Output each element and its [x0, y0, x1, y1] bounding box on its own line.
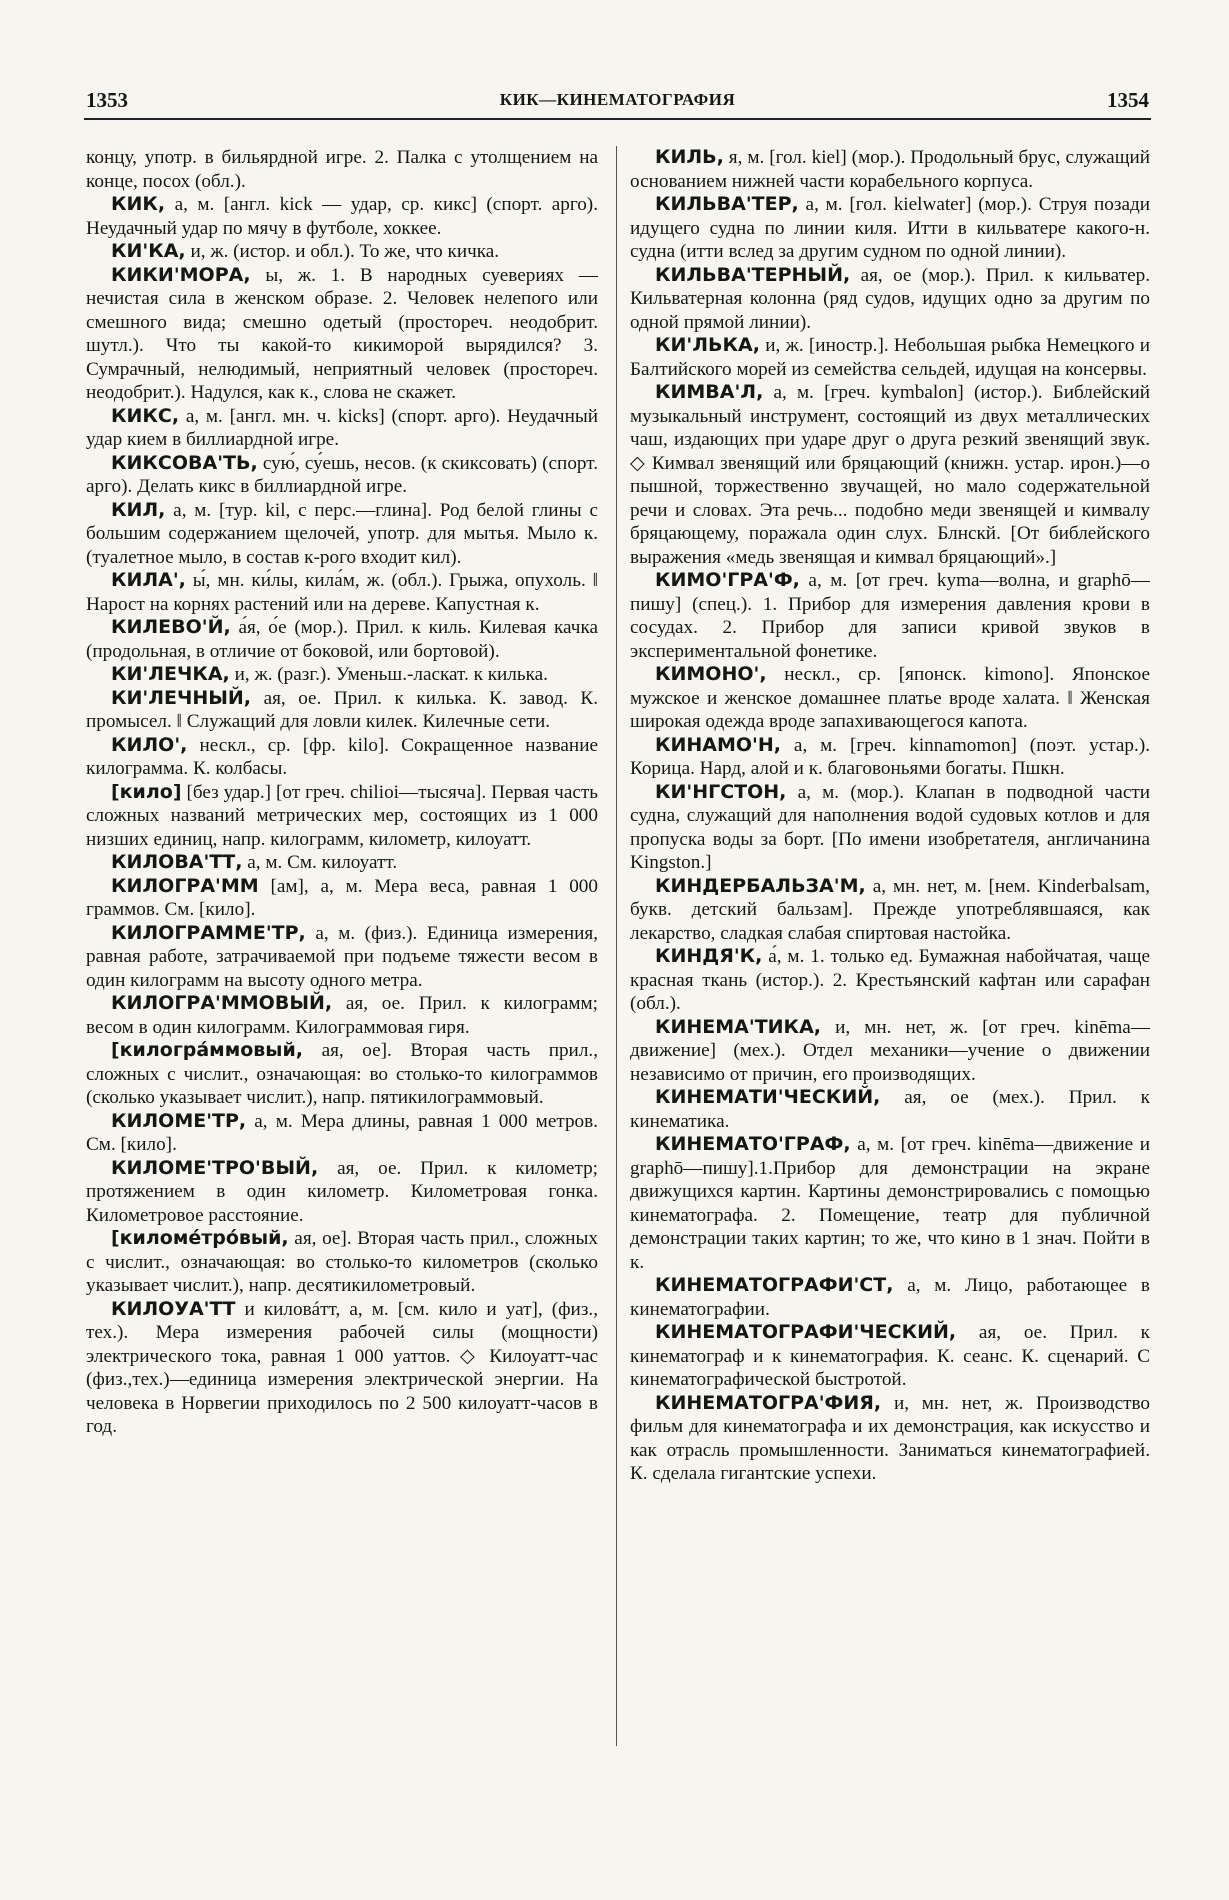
entry-definition: ая, ое]. Вторая часть прил., сложных с числит., означающая: во столько-то килограммов (сколько указывает числит.), напр. пятикилограммовый.	[86, 1040, 598, 1108]
page-header	[86, 88, 1149, 116]
entry-definition: ая, ое]. Вторая часть прил., сложных с числит., означающая: во столько-то километров (сколько указывает числит.), напр. десятикилометровый.	[86, 1228, 598, 1296]
dictionary-entry	[630, 1016, 1150, 1087]
entry-definition: и, ж. (разг.). Уменьш.-ласкат. к килька.	[234, 664, 548, 685]
dictionary-entry	[86, 922, 598, 993]
entry-headword: КИЛОГРАММЕ'ТР,	[110, 921, 306, 944]
entry-headword: КИКС,	[110, 404, 180, 427]
entry-definition: а́я, о́е (мор.). Прил. к киль. Килевая качка (продольная, в отличие от боковой, или бортовой).	[86, 617, 598, 662]
dictionary-entry	[630, 875, 1150, 946]
dictionary-entry	[86, 452, 598, 499]
entry-definition: ая, ое. Прил. к кинематограф и к кинематография. К. сеанс. К. сценарий. С кинематографической быстротой.	[630, 1322, 1150, 1390]
entry-headword: КИЛОМЕ'ТР,	[110, 1109, 247, 1132]
dictionary-entry	[630, 1086, 1150, 1133]
entry-definition: и, мн. нет, ж. Производство фильм для кинематографа и их демонстрация, как искусство и как отрасль промышленности. Заниматься кинематографией. К. сделала гигантские успехи.	[630, 1392, 1150, 1484]
entry-definition: нескл., ср. [фр. kilo]. Сокращенное название килограмма. К. колбасы.	[86, 734, 598, 779]
dictionary-entry	[86, 851, 598, 875]
entry-headword: КИЛОУА'ТТ	[110, 1297, 236, 1320]
entry-headword: КИК,	[110, 193, 166, 215]
dictionary-entry	[630, 381, 1150, 569]
page-number-right: 1354	[1107, 88, 1149, 112]
entry-headword: КИМОНО',	[654, 663, 767, 685]
entry-definition: и, мн. нет, ж. [от греч. kinēma—движение] (мех.). Отдел механики—учение о движении независимо от причин, его производящих.	[630, 1016, 1150, 1085]
entry-headword: КИЛО',	[110, 733, 188, 756]
entry-definition: [без удар.] [от греч. chilioi—тысяча]. Первая часть сложных названий метрических мер, состоящих из 1 000 низших единиц, напр. килограмм, километр, килоуатт.	[86, 781, 598, 850]
dictionary-entry	[86, 1157, 598, 1228]
dictionary-entry	[86, 734, 598, 781]
entry-headword: КИ'ЛЬКА,	[654, 334, 760, 356]
dictionary-entry	[86, 1298, 598, 1439]
entry-definition: а, м. [англ. kick — удар, ср. кикс] (спорт. арго). Неудачный удар по мячу в футболе, хоккее.	[86, 194, 598, 239]
dictionary-entry	[86, 616, 598, 663]
column-divider	[616, 146, 617, 1746]
dictionary-entry	[630, 334, 1150, 381]
entry-definition: нескл., ср. [японск. kimono]. Японское мужское и женское домашнее платье вроде халата. ‖ Женская широкая одежда вроде запахивающегося капота.	[630, 664, 1150, 732]
entry-definition: а, м. (мор.). Клапан в подводной части судна, служащий для наполнения водой судовых котлов и для пропуска воды за борт. [По имени изобретателя, англичанина Kingston.]	[630, 781, 1150, 873]
entry-headword: КИ'ЛЕЧНЫЙ,	[110, 686, 252, 709]
entry-headword: КИНАМО'Н,	[654, 733, 781, 756]
entry-definition: а́, м. 1. только ед. Бумажная набойчатая, чаще красная ткань (истор.). 2. Крестьянский кафтан или сарафан (обл.).	[630, 946, 1150, 1014]
entry-headword: КИНДЕРБАЛЬЗА'М,	[654, 874, 866, 897]
entry-definition: и, ж. [иностр.]. Небольшая рыбка Немецкого и Балтийского морей из семейства сельдей, идущая на консервы.	[630, 335, 1150, 380]
dictionary-entry	[630, 1133, 1150, 1274]
entry-definition: а, м. [греч. kymbalon] (истор.). Библейский музыкальный инструмент, состоящий из двух металлических чаш, издающих при ударе друг о друга резкий звенящий звук. ◇ Кимвал звенящий или бряцающий (книжн. устар. ирон.)—о пышной, торжественно звучащей, но мало содержательной речи и словах. Эта речь... подобно меди звенящей и кимвалу бряцающему, поражала один слух. Блнскй. [От библейского выражения «медь звенящая и кимвал бряцающий».]	[630, 382, 1150, 568]
dictionary-entry	[86, 1227, 598, 1298]
entry-definition: сую́, су́ешь, несов. (к скиксовать) (спорт. арго). Делать кикс в биллиардной игре.	[86, 452, 598, 497]
entry-headword: КИЛОГРА'ММОВЫЙ,	[110, 992, 333, 1014]
dictionary-entry	[86, 499, 598, 570]
entry-headword: КИЛОМЕ'ТРО'ВЫЙ,	[110, 1156, 319, 1179]
entry-headword: КИКИ'МОРА,	[110, 263, 251, 286]
entry-definition: ая, ое (мор.). Прил. к кильватер. Кильватерная колонна (ряд судов, идущих одно за другим по одной прямой линии).	[630, 264, 1150, 333]
page-number-left: 1353	[86, 88, 128, 112]
dictionary-entry	[630, 734, 1150, 781]
entry-definition: ая, ое. Прил. к километр; протяжением в один километр. Километровая гонка. Километровое расстояние.	[86, 1157, 598, 1226]
header-rule	[84, 118, 1151, 120]
entry-definition: а, м. См. килоуатт.	[247, 852, 398, 873]
entry-definition: а, м. Мера длины, равная 1 000 метров. См. [кило].	[86, 1110, 598, 1155]
entry-headword: КИНЕМАТИ'ЧЕСКИЙ,	[654, 1086, 881, 1108]
dictionary-entry	[86, 1110, 598, 1157]
entry-headword: КИЛА',	[110, 569, 186, 591]
dictionary-entry	[630, 569, 1150, 663]
entry-headword: КИ'НГСТОН,	[654, 780, 787, 803]
running-title: КИК—КИНЕМАТОГРАФИЯ	[499, 90, 736, 109]
entry-definition: а, м. [от греч. kinēma—движение и graphō—пишу].1.Прибор для демонстрации на экране движущихся картин. Картины демонстрировались с помощью кинематографа. 2. Помещение, театр для публичной демонстрации таких картин; то же, что кино в 1 знач. Пойти в к.	[630, 1134, 1150, 1273]
entry-headword: [килогра́ммовый,	[110, 1039, 304, 1061]
dictionary-entry	[86, 146, 598, 193]
dictionary-entry	[86, 405, 598, 452]
entry-headword: КИ'КА,	[110, 240, 186, 262]
dictionary-entry	[630, 264, 1150, 335]
entry-definition: а, мн. нет, м. [нем. Kinderbalsam, букв. детский бальзам]. Прежде употреблявшаяся, как лекарство, сладкая слабая спиртовая настойка.	[630, 875, 1150, 944]
right-column	[630, 146, 1150, 1886]
left-column	[86, 146, 598, 1886]
dictionary-entry	[86, 781, 598, 852]
entry-definition: ы́, мн. ки́лы, кила́м, ж. (обл.). Грыжа, опухоль. ‖ Нарост на корнях растений или на дереве. Капустная к.	[86, 570, 598, 615]
dictionary-entry	[86, 663, 598, 687]
dictionary-entry	[86, 1039, 598, 1110]
dictionary-entry	[630, 1274, 1150, 1321]
dictionary-entry	[86, 193, 598, 240]
entry-headword: КИ'ЛЕЧКА,	[110, 663, 230, 685]
dictionary-entry	[630, 146, 1150, 193]
dictionary-entry	[86, 992, 598, 1039]
entry-headword: КИЛЬ,	[654, 146, 724, 168]
dictionary-entry	[86, 264, 598, 405]
dictionary-entry	[630, 663, 1150, 734]
dictionary-entry	[630, 1321, 1150, 1392]
entry-definition: и киловáтт, а, м. [см. кило и уат], (физ., тех.). Мера измерения рабочей силы (мощности) электрического тока, равная 1 000 уаттов. ◇ Килоуатт-час (физ.,тех.)—единица измерения электрической энергии. На человека в Норвегии приходилось по 2 500 килоуатт-часов в год.	[86, 1298, 598, 1437]
entry-headword: КИМВА'Л,	[654, 381, 764, 403]
entry-headword: КИЛЬВА'ТЕР,	[654, 193, 799, 215]
entry-headword: КИНДЯ'К,	[654, 945, 763, 967]
entry-headword: КИНЕМА'ТИКА,	[654, 1015, 822, 1038]
dictionary-entry	[86, 569, 598, 616]
entry-headword: КИЛОГРА'ММ	[110, 874, 259, 897]
entry-definition: а, м. Лицо, работающее в кинематографии.	[630, 1275, 1150, 1320]
entry-definition: [ам], а, м. Мера веса, равная 1 000 граммов. См. [кило].	[86, 875, 598, 920]
entry-definition: концу, употр. в бильярдной игре. 2. Палка с утолщением на конце, посох (обл.).	[86, 147, 598, 192]
dictionary-entry	[86, 240, 598, 264]
entry-definition: и, ж. (истор. и обл.). То же, что кичка.	[190, 241, 500, 262]
entry-definition: я, м. [гол. kiel] (мор.). Продольный брус, служащий основанием нижней части корабельного корпуса.	[630, 147, 1150, 192]
entry-headword: КИЛ,	[110, 498, 166, 521]
entry-headword: КИЛОВА'ТТ,	[110, 851, 243, 873]
entry-definition: а, м. [греч. kinnamomon] (поэт. устар.). Корица. Нард, алой и к. благовоньями богаты. Пшкн.	[630, 734, 1150, 779]
entry-headword: КИНЕМАТОГРАФИ'СТ,	[654, 1274, 894, 1296]
entry-definition: ая, ое. Прил. к килька. К. завод. К. промысел. ‖ Служащий для ловли килек. Килечные сети.	[86, 687, 598, 732]
dictionary-entry	[86, 687, 598, 734]
dictionary-entry	[630, 781, 1150, 875]
entry-definition: а, м. (физ.). Единица измерения, равная работе, затрачиваемой при подъеме тяжести весом в один килограмм на высоту одного метра.	[86, 922, 598, 991]
entry-headword: КИНЕМАТОГРА'ФИЯ,	[654, 1391, 882, 1414]
entry-headword: КИКСОВА'ТЬ,	[110, 451, 258, 474]
entry-definition: а, м. [от греч. kyma—волна, и graphō—пишу] (спец.). 1. Прибор для измерения давления крови в сосудах. 2. Прибор для записи кривой звуков в экспериментальной фонетике.	[630, 570, 1150, 662]
entry-headword: [киломе́тро́вый,	[110, 1227, 289, 1249]
dictionary-entry	[630, 1392, 1150, 1486]
entry-headword: КИНЕМАТОГРАФИ'ЧЕСКИЙ,	[654, 1321, 957, 1343]
dictionary-entry	[630, 193, 1150, 264]
entry-headword: КИЛЕВО'Й,	[110, 616, 231, 638]
entry-definition: ая, ое. Прил. к килограмм; весом в один килограмм. Килограммовая гиря.	[86, 993, 598, 1038]
entry-definition: ая, ое (мех.). Прил. к кинематика.	[630, 1087, 1150, 1132]
dictionary-entry	[86, 875, 598, 922]
entry-headword: КИМО'ГРА'Ф,	[654, 569, 800, 591]
entry-definition: а, м. [англ. мн. ч. kicks] (спорт. арго). Неудачный удар кием в биллиардной игре.	[86, 405, 598, 450]
entry-headword: КИЛЬВА'ТЕРНЫЙ,	[654, 263, 851, 286]
dictionary-entry	[630, 945, 1150, 1016]
entry-definition: а, м. [гол. kielwater] (мор.). Струя позади идущего судна по линии киля. Итти в кильватере какого-н. судна (итти вслед за другим судном по одной линии).	[630, 194, 1150, 262]
entry-headword: [кило]	[110, 780, 182, 803]
entry-definition: ы, ж. 1. В народных суевериях — нечистая сила в женском образе. 2. Человек нелепого или смешного вида; смешно одетый (простореч. неодобрит. шутл.). Что ты какой-то кикиморой вырядился? 3. Сумрачный, нелюдимый, неприятный человек (простореч. неодобрит.). Надулся, как к., слова не скажет.	[86, 264, 598, 403]
entry-definition: а, м. [тур. kil, с перс.—глина]. Род белой глины с большим содержанием щелочей, употр. для мытья. Мыло к. (туалетное мыло, в состав к-рого входит кил).	[86, 499, 598, 568]
entry-headword: КИНЕМАТО'ГРАФ,	[654, 1133, 851, 1155]
